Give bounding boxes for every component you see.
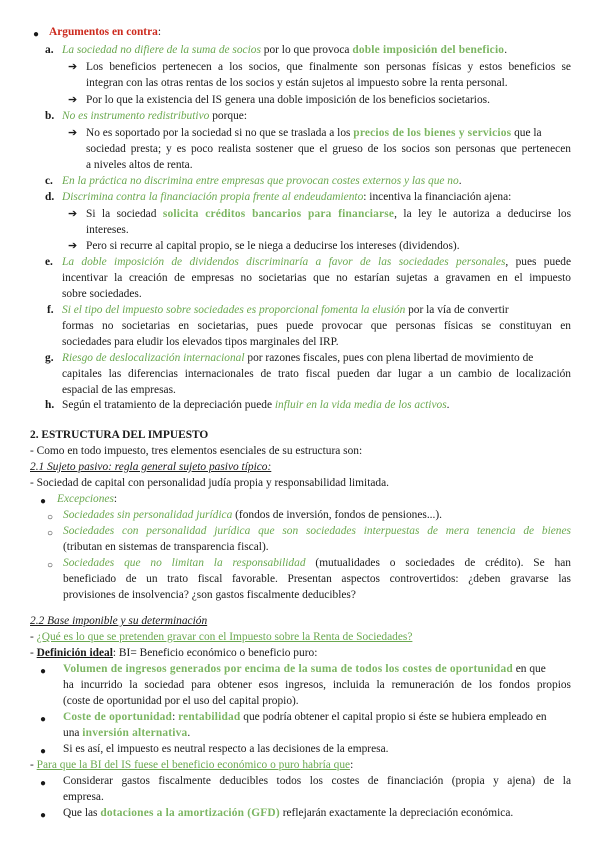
item-label-b: b.	[45, 110, 55, 122]
excepcion-3-line2: beneficiado de un trato fiscal favorable. Presentan aspectos controvertidos: ¿deben gravarse las	[63, 573, 571, 585]
item-label-h: h.	[45, 399, 55, 411]
bullet-icon: ●	[40, 810, 47, 821]
bullet-icon: ●	[33, 29, 40, 40]
circle-bullet-icon: ○	[47, 528, 54, 539]
item-f-line2: formas no societarias en societarias, pues puede provocar que personas físicas se constituyan en	[62, 320, 571, 332]
punto-2-line1: Coste de oportunidad: rentabilidad que podría obtener el capital propio si éste se hubiera empleado en	[63, 711, 547, 723]
punto-1-line1: Volumen de ingresos generados por encima de la suma de todos los costes de oportunidad en que	[63, 663, 546, 675]
sujeto-pasivo-def: - Sociedad de capital con personalidad judía propia y responsabilidad limitada.	[30, 477, 390, 489]
arrow-icon: ➔	[68, 208, 78, 220]
estructura-intro: - Como en todo impuesto, tres elementos esenciales de su estructura son:	[30, 445, 363, 457]
punto-1-line3: (coste de oportunidad por el uso del capital propio).	[63, 695, 299, 707]
item-b-sub1-line3: a niveles altos de renta.	[86, 159, 193, 171]
bullet-icon: ●	[40, 746, 47, 757]
circle-bullet-icon: ○	[47, 512, 54, 523]
item-a-sub1-line1: Los beneficios pertenecen a los socios, que finalmente son personas físicas y estos beneficios se	[86, 61, 571, 73]
item-h-line: Según el tratamiento de la depreciación puede influir en la vida media de los activos.	[62, 399, 450, 411]
punto-3: Si es así, el impuesto es neutral respecto a las decisiones de la empresa.	[63, 743, 389, 755]
section-heading-estructura: 2. ESTRUCTURA DEL IMPUESTO	[30, 429, 209, 441]
pregunta-1: - ¿Qué es lo que se pretenden gravar con el Impuesto sobre la Renta de Sociedades?	[30, 631, 413, 643]
item-b-sub1-line2: sociedad presta; y es poco realista sostener que el grueso de los socios son personas que pertenecen	[86, 143, 571, 155]
definicion-ideal: - Definición ideal: BI= Beneficio económico o beneficio puro:	[30, 647, 318, 659]
item-f-line1: Si el tipo del impuesto sobre sociedades es proporcional fomenta la elusión por la vía de convertir	[62, 304, 509, 316]
excepcion-2-line1: Sociedades con personalidad jurídica que son sociedades interpuestas de mera tenencia de bienes	[63, 525, 571, 537]
item-a-sub1-line2: integran con las otras rentas de los socios y están sujetos al impuesto sobre la renta personal.	[86, 77, 508, 89]
item-e-line2: incentivar la creación de empresas no societarias que no estarían sujetas a gravamen en el impuesto	[62, 272, 571, 284]
arrow-icon: ➔	[68, 94, 78, 106]
subsection-title-2-1: 2.1 Sujeto pasivo: regla general sujeto pasivo típico:	[30, 461, 272, 473]
subsection-title-2-2: 2.2 Base imponible y su determinación	[30, 615, 208, 627]
item-label-d: d.	[45, 191, 55, 203]
item-d-sub1-line1: Si la sociedad solicita créditos bancarios para financiarse, la ley le autoriza a deducirse los	[86, 208, 572, 220]
item-a-line: La sociedad no difiere de la suma de socios por lo que provoca doble imposición del beneficio.	[62, 44, 508, 56]
excepcion-1: Sociedades sin personalidad jurídica (fondos de inversión, fondos de pensiones...).	[63, 509, 443, 521]
excepcion-3-line1: Sociedades que no limitan la responsabilidad (mutualidades o sociedades de crédito). Se han	[63, 557, 571, 569]
item-d-sub1-line2: intereses.	[86, 224, 129, 236]
item-label-f: f.	[47, 304, 54, 316]
item-b-line: No es instrumento redistributivo porque:	[62, 110, 247, 122]
item-e-line1: La doble imposición de dividendos discriminaría a favor de las sociedades personales, pues puede	[62, 256, 572, 268]
bullet-icon: ●	[40, 666, 47, 677]
punto-1-line2: ha incurrido la sociedad para obtener esos ingresos, incluida la remuneración de los fondos propios	[63, 679, 571, 691]
bullet-icon: ●	[40, 778, 47, 789]
item-label-g: g.	[45, 352, 54, 364]
arrow-icon: ➔	[68, 61, 78, 73]
excepcion-2-line2: (tributan en sistemas de transparencia fiscal).	[63, 541, 269, 553]
item-a-sub2: Por lo que la existencia del IS genera una doble imposición de los beneficios societarios.	[86, 94, 490, 106]
item-d-sub2: Pero si recurre al capital propio, se le niega a deducirse los intereses (dividendos).	[86, 240, 460, 252]
excepcion-3-line3: provisiones de insolvencia? ¿son gastos fiscalmente deducibles?	[63, 589, 356, 601]
item-label-a: a.	[45, 44, 54, 56]
punto-2-line2: una inversión alternativa.	[63, 727, 191, 739]
pregunta-2: - Para que la BI del IS fuese el beneficio económico o puro habría que:	[30, 759, 354, 771]
item-d-line: Discrimina contra la financiación propia frente al endeudamiento: incentiva la financiación ajena:	[62, 191, 512, 203]
section-heading-contra: Argumentos en contra:	[49, 26, 162, 38]
item-label-e: e.	[45, 256, 53, 268]
condicion-1-line1: Considerar gastos fiscalmente deducibles todos los costes de financiación (propia y ajena) de la	[63, 775, 571, 787]
item-e-line3: sobre sociedades.	[62, 288, 142, 300]
condicion-2: Que las dotaciones a la amortización (GFD) reflejarán exactamente la depreciación económica.	[63, 807, 514, 819]
condicion-1-line2: empresa.	[63, 791, 104, 803]
item-f-line3: sociedades para eludir los elevados tipos marginales del IRP.	[62, 336, 339, 348]
item-label-c: c.	[45, 175, 53, 187]
item-g-line3: espacial de las empresas.	[62, 384, 176, 396]
bullet-icon: ●	[40, 496, 47, 507]
bullet-icon: ●	[40, 714, 47, 725]
circle-bullet-icon: ○	[47, 560, 54, 571]
item-b-sub1-line1: No es soportado por la sociedad si no que se traslada a los precios de los bienes y servicios que la	[86, 127, 542, 139]
arrow-icon: ➔	[68, 127, 78, 139]
excepciones-label: Excepciones:	[57, 493, 118, 505]
item-g-line2: capitales las diferencias internacionales de trato fiscal pueden dar lugar a un cambio de localización	[62, 368, 571, 380]
item-c-line: En la práctica no discrimina entre empresas que provocan costes externos y las que no.	[62, 175, 462, 187]
arrow-icon: ➔	[68, 240, 78, 252]
item-g-line1: Riesgo de deslocalización internacional por razones fiscales, pues con plena libertad de movimiento de	[62, 352, 534, 364]
